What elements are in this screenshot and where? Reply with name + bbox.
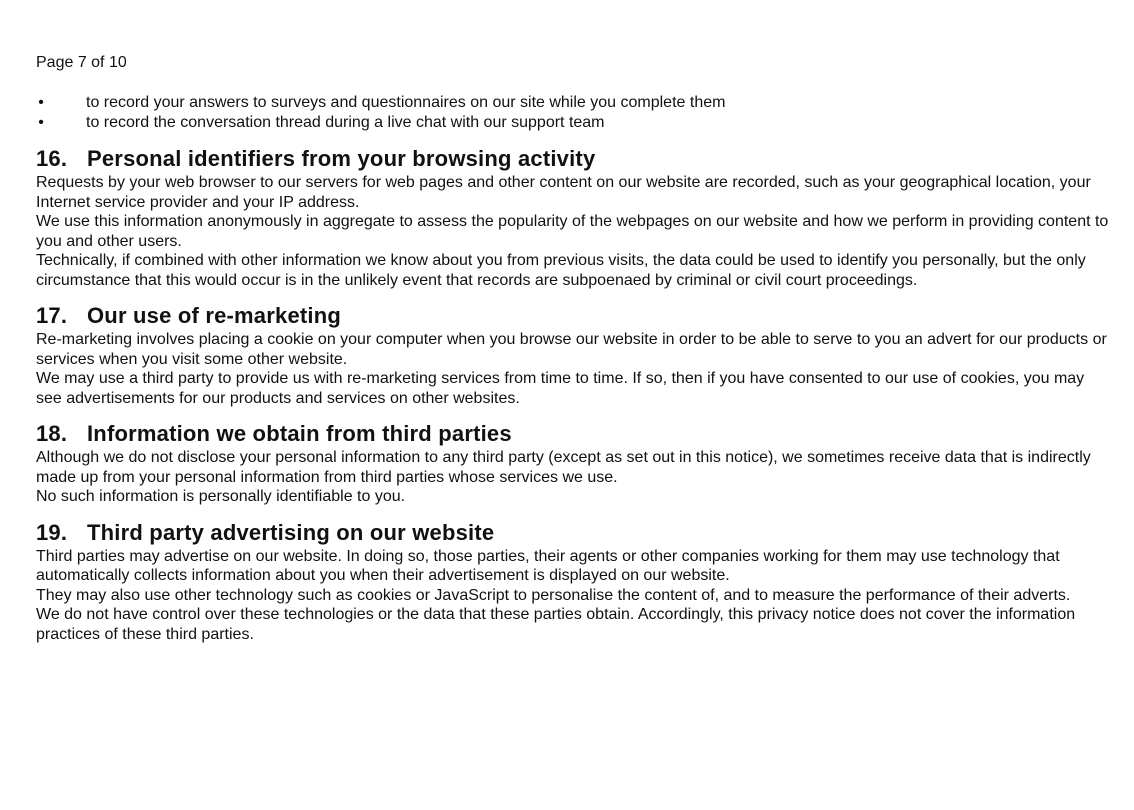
paragraph: We use this information anonymously in aggregate to assess the popularity of the webpages on our website and how we perform in providing content to you and other users. xyxy=(36,213,1109,250)
section-heading xyxy=(36,420,1111,448)
paragraph: Although we do not disclose your personal information to any third party (except as set out in this notice), we sometimes receive data that is indirectly made up from your personal information from third parties whose services we use. xyxy=(36,449,1091,486)
section-title: Our use of re-marketing xyxy=(87,303,341,328)
list-item xyxy=(36,113,1111,133)
section-19 xyxy=(36,519,1111,645)
paragraph: Re-marketing involves placing a cookie on your computer when you browse our website in order to be able to serve to you an advert for our products or services when you visit some other website. xyxy=(36,331,1107,368)
bullet-icon: • xyxy=(38,114,44,131)
section-17 xyxy=(36,302,1111,408)
section-number: 18. xyxy=(36,421,68,446)
section-title: Information we obtain from third parties xyxy=(87,421,512,446)
paragraph: We may use a third party to provide us with re-marketing services from time to time. If so, then if you have consented to our use of cookies, you may see advertisements for our products and services on other websites. xyxy=(36,370,1085,407)
bullet-list xyxy=(36,93,1111,133)
section-number: 17. xyxy=(36,303,68,328)
paragraph: We do not have control over these technologies or the data that these parties obtain. Accordingly, this privacy notice does not cover the information practices of these third parties. xyxy=(36,606,1076,643)
bullet-icon: • xyxy=(38,94,44,111)
section-number: 16. xyxy=(36,146,68,171)
list-item-text: to record the conversation thread during a live chat with our support team xyxy=(86,114,605,131)
section-16 xyxy=(36,145,1111,290)
paragraph: Third parties may advertise on our website. In doing so, those parties, their agents or other companies working for them may use technology that automatically collects information about you when their advertisement is displayed on our website. xyxy=(36,547,1060,584)
list-item-text: to record your answers to surveys and questionnaires on our site while you complete them xyxy=(86,94,726,111)
paragraph: No such information is personally identifiable to you. xyxy=(36,488,406,505)
section-heading xyxy=(36,145,1111,173)
section-title: Personal identifiers from your browsing activity xyxy=(87,146,596,171)
paragraph: Technically, if combined with other information we know about you from previous visits, the data could be used to identify you personally, but the only circumstance that this would occur is in the unlikely event that records are subpoenaed by criminal or civil court proceedings. xyxy=(36,252,1086,289)
list-item xyxy=(36,93,1111,113)
section-title: Third party advertising on our website xyxy=(87,519,495,545)
section-18 xyxy=(36,420,1111,507)
document-page xyxy=(36,53,1111,656)
section-heading xyxy=(36,519,1111,547)
paragraph: They may also use other technology such as cookies or JavaScript to personalise the content of, and to measure the performance of their adverts. xyxy=(36,586,1071,604)
page-number: Page 7 of 10 xyxy=(36,54,127,71)
section-number: 19. xyxy=(36,519,68,545)
section-heading xyxy=(36,302,1111,330)
paragraph: Requests by your web browser to our servers for web pages and other content on our website are recorded, such as your geographical location, your Internet service provider and your IP address. xyxy=(36,174,1091,211)
